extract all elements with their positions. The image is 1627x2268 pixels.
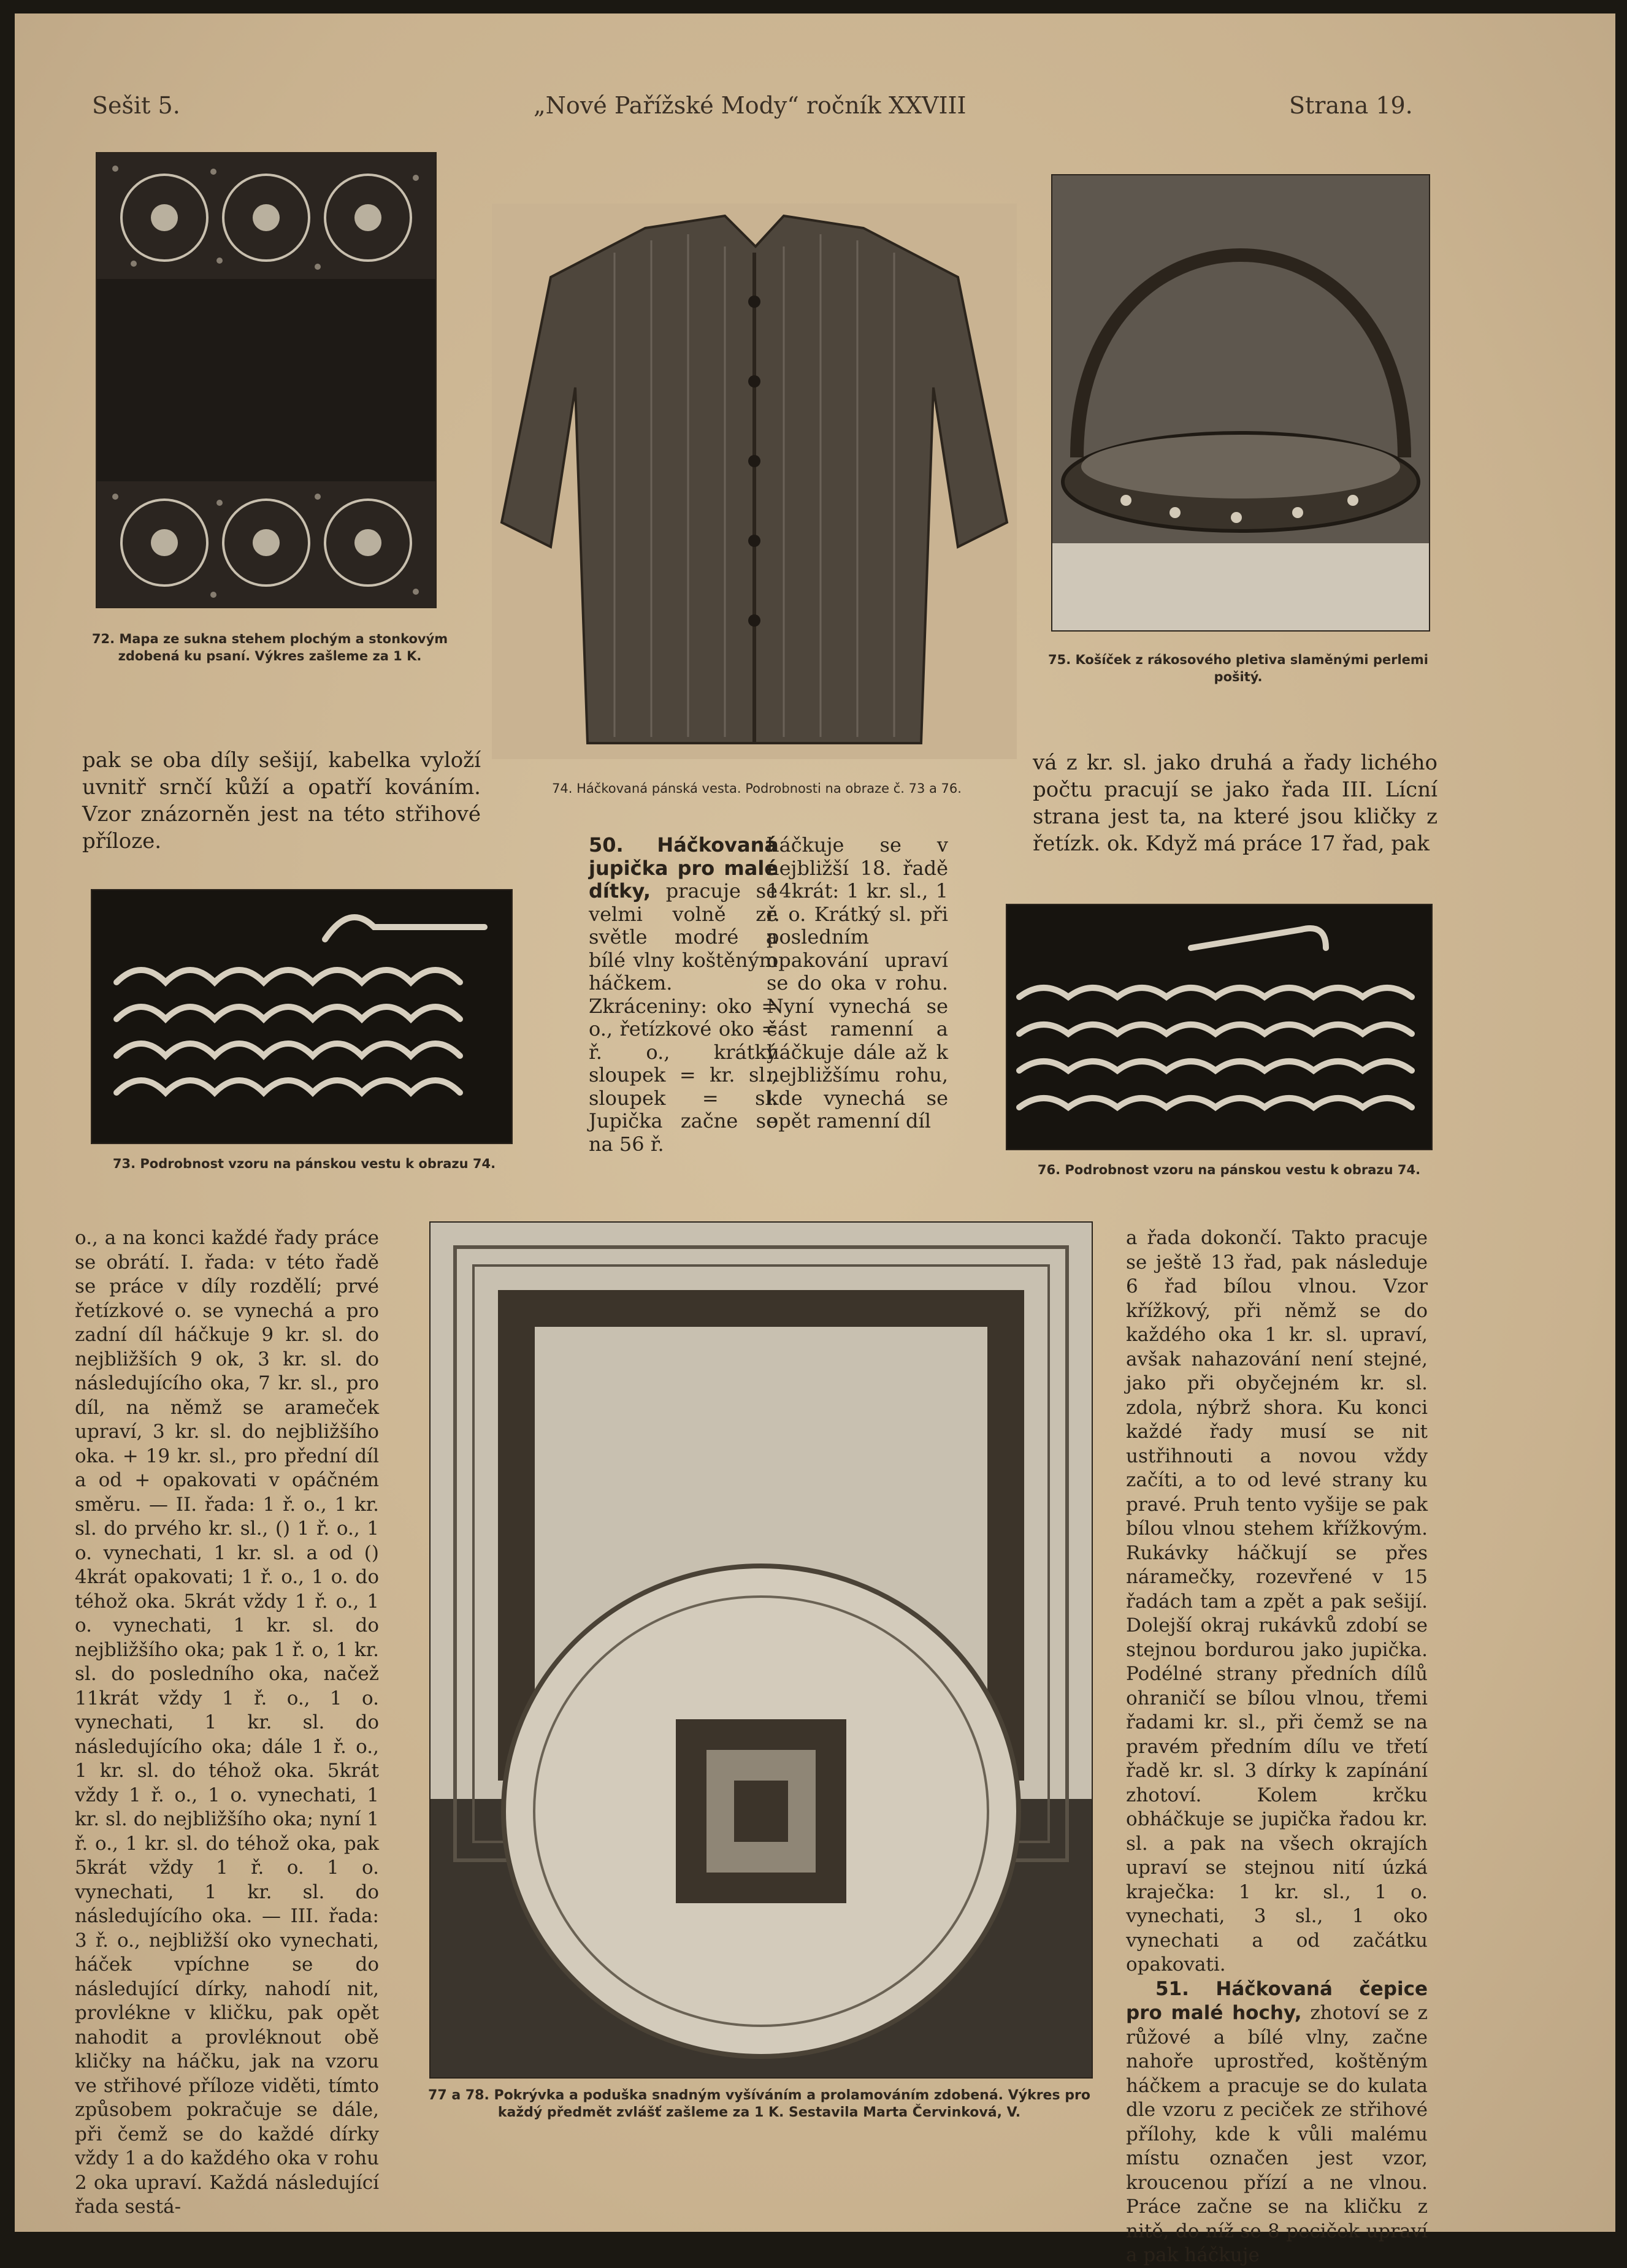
caption-fig-76: 76. Podrobnost vzoru na pánskou vestu k obrazu 74. bbox=[1037, 1163, 1421, 1177]
figure-72-embroidered-map bbox=[96, 152, 437, 608]
caption-fig-73: 73. Podrobnost vzoru na pánskou vestu k obrazu 74. bbox=[112, 1156, 496, 1171]
text-left-bottom bbox=[75, 1226, 379, 2220]
caption-fig-72: 72. Mapa ze sukna stehem plochým a stonkovým zdobená ku psaní. Výkres zašleme za 1 K. bbox=[91, 632, 448, 663]
paragraph-right-bottom: a řada dokončí. Takto pracuje se ještě 13 řad, pak následuje 6 řad bílou vlnou. Vzor křížkový, při němž se do každého oka 1 kr. sl. upraví, avšak nahazování není stejné, jako při obyčejném kr. sl. zdola, nýbrž shora. Ku konci každé řady musí se nit ustřihnouti a novou vždy začíti, a to od levé strany ku pravé. Pruh tento vyšije se pak bílou vlnou stehem křížkovým. Rukávky háčkují se přes náramečky, rozevřené v 15 řadách tam a zpět a pak sešijí. Dolejší okraj rukávků zdobí se stejnou bordurou jako jupička. Podélné strany předních dílů ohraničí se bílou vlnou, třemi řadami kr. sl., při čemž se na pravém předním dílu ve třetí řadě kr. sl. 3 dírky k zapínání zhotoví. Kolem krčku obháčkuje se jupička řadou kr. sl. a pak na všech okrajích upraví se stejnou nití úzká kraječka: 1 kr. sl., 1 o. vynechati, 3 sl., 1 oko vynechati a od začátku opakovati. bbox=[1126, 1227, 1428, 1976]
caption-fig-75: 75. Košíček z rákosového pletiva slaměnými perlemi pošitý. bbox=[1047, 652, 1428, 684]
text-left-top bbox=[82, 747, 481, 855]
figure-74-crocheted-vest bbox=[492, 204, 1017, 759]
header-issue: Sešit 5. bbox=[92, 92, 180, 119]
item-50-text-b: háčkuje se v nejbližší 18. řadě 14krát: 1 kr. sl., 1 ř. o. Krátký sl. při posledním opakování upraví se do oka v rohu. Nyní vynechá se část ramenní a háčkuje dále až k nejbližšímu rohu, kde vynechá se opět ramenní díl bbox=[767, 833, 948, 1132]
figure-75-basket bbox=[1051, 174, 1430, 632]
text-item-50-b bbox=[767, 834, 948, 1133]
item-50-title: 50. Háčkovaná jupička pro malé dítky, bbox=[589, 833, 778, 903]
caption-fig-77-78: 77 a 78. Pokrývka a poduška snadným vyšíváním a prolamováním zdobená. Výkres pro každý předmět zvlášť zašleme za 1 K. Sestavila Marta Červinková, V. bbox=[428, 2088, 1090, 2120]
item-51-text: zhotoví se z růžové a bílé vlny, začne nahoře uprostřed, koštěným háčkem a pracuje se do kulata dle vzoru z peciček ze střihové přílohy, kde k vůli malému místu označen jest vzor, kroucenou přízí a ne vlnou. Práce začne se na kličku z nitě, do níž se 8 peciček upraví a pak háčkuje bbox=[1126, 2002, 1428, 2266]
paragraph-left-top: pak se oba díly sešijí, kabelka vyloží uvnitř srnčí kůží a opatří kováním. Vzor znázorněn jest na této střihové příloze. bbox=[82, 748, 481, 853]
item-51-title: 51. Háčkovaná čepice pro malé hochy, bbox=[1126, 1977, 1428, 2024]
paragraph-left-bottom: o., a na konci každé řady práce se obrátí. I. řada: v této řadě se práce v díly rozdělí; prvé řetízkové o. se vynechá a pro zadní díl háčkuje 9 kr. sl. do nejbližších 9 ok, 3 kr. sl. do následujícího oka, 7 kr. sl., pro díl, na němž se arameček upraví, 3 kr. sl. do nejbližšího oka. + 19 kr. sl., pro přední díl a od + opakovati v opáčném směru. — II. řada: 1 ř. o., 1 kr. sl. do prvého kr. sl., () 1 ř. o., 1 o. vynechati, 1 kr. sl. a od () 4krát opakovati; 1 ř. o., 1 o. do téhož oka. 5krát vždy 1 ř. o., 1 o. vynechati, 1 kr. sl. do nejbližšího oka; pak 1 ř. o, 1 kr. sl. do posledního oka, načež 11krát vždy 1 ř. o., 1 o. vynechati, 1 kr. sl. do následujícího oka; dále 1 ř. o., 1 kr. sl. do téhož oka. 5krát vždy 1 ř. o., 1 o. vynechati, 1 kr. sl. do nejbližšího oka; nyní 1 ř. o., 1 kr. sl. do téhož oka, pak 5krát vždy 1 ř. o. 1 o. vynechati, 1 kr. sl. do následujícího oka. — III. řada: 3 ř. o., nejbližší oko vynechati, háček vpíchne se do následující dírky, nahodí nit, provlékne v kličku, pak opět nahodit a provléknout obě kličky na háčku, jak na vzoru ve střihové příloze viděti, tímto způsobem pokračuje se dále, při čemž se do každé dírky vždy 1 a do každého oka v rohu 2 oka upraví. Každá následující řada sestá- bbox=[75, 1227, 379, 2218]
figure-76-stitch-detail bbox=[1006, 904, 1433, 1150]
paragraph-right-top: vá z kr. sl. jako druhá a řady lichého počtu pracují se jako řada III. Lícní strana jest ta, na které jsou kličky z řetízk. ok. Když má práce 17 řad, pak bbox=[1033, 750, 1438, 856]
text-right-bottom bbox=[1126, 1226, 1428, 2268]
header-page: Strana 19. bbox=[1289, 92, 1413, 119]
text-right-top bbox=[1033, 749, 1438, 857]
figure-77-78-cover-and-cushion bbox=[429, 1221, 1093, 2079]
caption-fig-74: 74. Háčkovaná pánská vesta. Podrobnosti na obraze č. 73 a 76. bbox=[552, 781, 962, 796]
magazine-page bbox=[15, 13, 1615, 2266]
header-title: „Nové Pařížské Mody“ ročník XXVIII bbox=[534, 92, 967, 119]
item-50-text-a: pracuje se velmi volně ze světle modré a bílé vlny koštěným háčkem. Zkráceniny: oko = o., řetízkové oko = ř. o., krátký sloupek = kr. sl., sloupek = sl. Jupička začne se na 56 ř. bbox=[589, 879, 778, 1156]
text-item-50-a bbox=[589, 834, 778, 1156]
figure-73-stitch-detail bbox=[91, 889, 513, 1144]
